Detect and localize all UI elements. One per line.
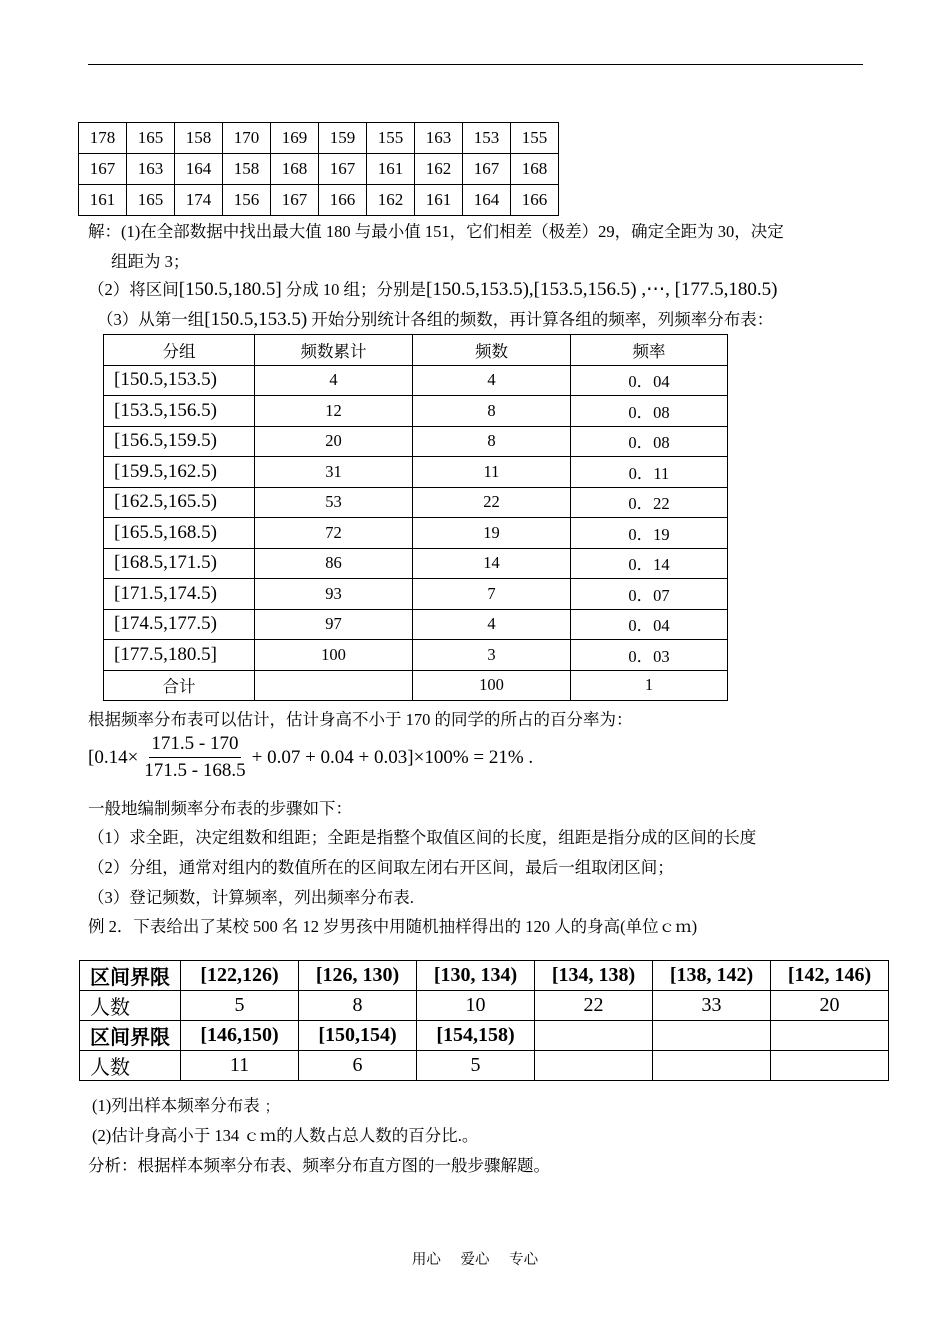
frequency-distribution-table bbox=[103, 334, 728, 701]
solution-step1: 解：(1)在全部数据中找出最大值 180 与最小值 151，它们相差（极差）29，确定全距为 30，决定 bbox=[88, 222, 784, 241]
cumulative-cell: 31 bbox=[255, 457, 413, 488]
interval-cell: [138, 142) bbox=[653, 961, 771, 991]
frequency-cell: 0．11 bbox=[571, 457, 728, 488]
interval-cell: [122,126) bbox=[181, 961, 299, 991]
count-cell bbox=[653, 1051, 771, 1081]
interval-cell: [134, 138) bbox=[535, 961, 653, 991]
raw-table-cell: 162 bbox=[415, 154, 463, 185]
step2-interval: [150.5,180.5] bbox=[178, 279, 282, 300]
step2-groups: [150.5,153.5),[153.5,156.5) ,⋯, [177.5,180.5) bbox=[426, 279, 778, 300]
cumulative-cell: 20 bbox=[255, 426, 413, 457]
freq-table-header bbox=[104, 335, 728, 366]
raw-table-row bbox=[79, 185, 559, 216]
cumulative-cell: 86 bbox=[255, 548, 413, 579]
count-cell: 22 bbox=[413, 487, 571, 518]
raw-table-cell: 165 bbox=[127, 185, 175, 216]
raw-table-cell: 167 bbox=[271, 185, 319, 216]
frequency-cell: 0．22 bbox=[571, 487, 728, 518]
row-label: 人数 bbox=[80, 1051, 181, 1081]
raw-table-cell: 158 bbox=[223, 154, 271, 185]
interval-cell: [150,154) bbox=[299, 1021, 417, 1051]
raw-table-cell: 161 bbox=[415, 185, 463, 216]
interval-cell bbox=[535, 1021, 653, 1051]
group-cell: [174.5,177.5) bbox=[104, 609, 255, 640]
count-cell: 4 bbox=[413, 365, 571, 396]
cumulative-cell bbox=[255, 670, 413, 701]
raw-table-cell: 164 bbox=[463, 185, 511, 216]
group-cell: [162.5,165.5) bbox=[104, 487, 255, 518]
interval-cell: [130, 134) bbox=[417, 961, 535, 991]
raw-table-row bbox=[79, 154, 559, 185]
raw-table-cell: 165 bbox=[127, 123, 175, 154]
solution-step3 bbox=[97, 306, 773, 331]
step3-text-a: （3）从第一组 bbox=[97, 310, 205, 329]
raw-table-cell: 158 bbox=[175, 123, 223, 154]
frequency-cell: 0．08 bbox=[571, 426, 728, 457]
footer-item: 爱心 bbox=[460, 1252, 490, 1268]
raw-table-cell: 156 bbox=[223, 185, 271, 216]
count-cell: 8 bbox=[413, 396, 571, 427]
formula-suffix: + 0.07 + 0.04 + 0.03]×100% = 21% . bbox=[251, 746, 534, 768]
cumulative-cell: 频数累计 bbox=[255, 335, 413, 366]
question-2: (2)估计身高小于 134 ｃｍ的人数占总人数的百分比.。 bbox=[92, 1126, 479, 1145]
raw-table-cell: 170 bbox=[223, 123, 271, 154]
freq-table-row bbox=[104, 487, 728, 518]
group-cell: [159.5,162.5) bbox=[104, 457, 255, 488]
row-label: 人数 bbox=[80, 991, 181, 1021]
raw-table-cell: 161 bbox=[79, 185, 127, 216]
cumulative-cell: 12 bbox=[255, 396, 413, 427]
step3-interval: [150.5,153.5) bbox=[204, 309, 308, 330]
step2-text-b: 分成 10 组；分别是 bbox=[281, 280, 427, 299]
raw-table-cell: 155 bbox=[367, 123, 415, 154]
freq-table-row bbox=[104, 518, 728, 549]
group-cell: 合计 bbox=[104, 670, 255, 701]
raw-table-cell: 155 bbox=[511, 123, 559, 154]
question-1: (1)列出样本频率分布表﹔ bbox=[92, 1096, 277, 1115]
example2-table-body bbox=[80, 961, 889, 1081]
count-cell: 8 bbox=[413, 426, 571, 457]
step-3: （3）登记频数，计算频率，列出频率分布表. bbox=[88, 888, 414, 907]
raw-table-cell: 169 bbox=[271, 123, 319, 154]
group-cell: 分组 bbox=[104, 335, 255, 366]
page-footer bbox=[0, 1248, 950, 1269]
interval-row bbox=[80, 1021, 889, 1051]
count-row bbox=[80, 1051, 889, 1081]
freq-table-row bbox=[104, 579, 728, 610]
cumulative-cell: 93 bbox=[255, 579, 413, 610]
frequency-cell: 0．07 bbox=[571, 579, 728, 610]
formula-prefix: [0.14× bbox=[88, 746, 139, 768]
group-cell: [153.5,156.5) bbox=[104, 396, 255, 427]
count-cell bbox=[535, 1051, 653, 1081]
step3-text-b: 开始分别统计各组的频数，再计算各组的频率，列频率分布表： bbox=[307, 310, 774, 329]
freq-table-row bbox=[104, 426, 728, 457]
group-cell: [171.5,174.5) bbox=[104, 579, 255, 610]
raw-table-cell: 178 bbox=[79, 123, 127, 154]
raw-table-cell: 168 bbox=[271, 154, 319, 185]
raw-height-table bbox=[78, 122, 559, 216]
footer-item: 专心 bbox=[509, 1252, 539, 1268]
percentage-formula bbox=[88, 733, 533, 782]
raw-table-row bbox=[79, 123, 559, 154]
example2-height-table bbox=[79, 960, 889, 1081]
count-cell: 3 bbox=[413, 640, 571, 671]
count-cell: 11 bbox=[181, 1051, 299, 1081]
footer-item: 用心 bbox=[411, 1252, 441, 1268]
formula-numerator: 171.5 - 170 bbox=[149, 733, 240, 758]
raw-table-cell: 163 bbox=[127, 154, 175, 185]
cumulative-cell: 100 bbox=[255, 640, 413, 671]
frequency-cell: 频率 bbox=[571, 335, 728, 366]
raw-table-cell: 166 bbox=[319, 185, 367, 216]
count-cell: 20 bbox=[771, 991, 889, 1021]
freq-table-total bbox=[104, 670, 728, 701]
raw-table-cell: 159 bbox=[319, 123, 367, 154]
analysis-text: 分析：根据样本频率分布表、频率分布直方图的一般步骤解题。 bbox=[88, 1156, 550, 1175]
cumulative-cell: 53 bbox=[255, 487, 413, 518]
freq-table-row bbox=[104, 548, 728, 579]
solution-step1-cont: 组距为 3； bbox=[111, 252, 190, 271]
cumulative-cell: 4 bbox=[255, 365, 413, 396]
frequency-cell: 0．04 bbox=[571, 609, 728, 640]
estimate-text: 根据频率分布表可以估计，估计身高不小于 170 的同学的所占的百分率为： bbox=[88, 710, 633, 729]
header-rule bbox=[88, 64, 863, 65]
interval-cell: [146,150) bbox=[181, 1021, 299, 1051]
count-cell: 5 bbox=[181, 991, 299, 1021]
count-cell: 11 bbox=[413, 457, 571, 488]
cumulative-cell: 72 bbox=[255, 518, 413, 549]
frequency-cell: 0．19 bbox=[571, 518, 728, 549]
frequency-table-body bbox=[104, 335, 728, 701]
group-cell: [156.5,159.5) bbox=[104, 426, 255, 457]
count-row bbox=[80, 991, 889, 1021]
raw-height-table-body bbox=[79, 123, 559, 216]
count-cell: 5 bbox=[417, 1051, 535, 1081]
count-cell: 10 bbox=[417, 991, 535, 1021]
raw-table-cell: 162 bbox=[367, 185, 415, 216]
group-cell: [150.5,153.5) bbox=[104, 365, 255, 396]
interval-cell bbox=[771, 1021, 889, 1051]
freq-table-row bbox=[104, 457, 728, 488]
raw-table-cell: 167 bbox=[463, 154, 511, 185]
raw-table-cell: 164 bbox=[175, 154, 223, 185]
freq-table-row bbox=[104, 396, 728, 427]
freq-table-row bbox=[104, 609, 728, 640]
raw-table-cell: 161 bbox=[367, 154, 415, 185]
freq-table-row bbox=[104, 365, 728, 396]
raw-table-cell: 167 bbox=[319, 154, 367, 185]
step-2: （2）分组，通常对组内的数值所在的区间取左闭右开区间，最后一组取闭区间； bbox=[88, 858, 674, 877]
raw-table-cell: 166 bbox=[511, 185, 559, 216]
count-cell: 4 bbox=[413, 609, 571, 640]
group-cell: [165.5,168.5) bbox=[104, 518, 255, 549]
count-cell: 8 bbox=[299, 991, 417, 1021]
interval-cell: [142, 146) bbox=[771, 961, 889, 991]
raw-table-cell: 153 bbox=[463, 123, 511, 154]
formula-denominator: 171.5 - 168.5 bbox=[144, 760, 246, 781]
raw-table-cell: 174 bbox=[175, 185, 223, 216]
interval-cell bbox=[653, 1021, 771, 1051]
step-1: （1）求全距，决定组数和组距；全距是指整个取值区间的长度，组距是指分成的区间的长度 bbox=[88, 828, 757, 847]
group-cell: [177.5,180.5] bbox=[104, 640, 255, 671]
interval-row bbox=[80, 961, 889, 991]
count-cell: 22 bbox=[535, 991, 653, 1021]
count-cell: 7 bbox=[413, 579, 571, 610]
interval-cell: [126, 130) bbox=[299, 961, 417, 991]
frequency-cell: 1 bbox=[571, 670, 728, 701]
count-cell: 33 bbox=[653, 991, 771, 1021]
frequency-cell: 0．03 bbox=[571, 640, 728, 671]
raw-table-cell: 168 bbox=[511, 154, 559, 185]
row-label: 区间界限 bbox=[80, 1021, 181, 1051]
example2-title: 例 2．下表给出了某校 500 名 12 岁男孩中用随机抽样得出的 120 人的身高(单位ｃｍ) bbox=[88, 917, 698, 936]
row-label: 区间界限 bbox=[80, 961, 181, 991]
count-cell: 14 bbox=[413, 548, 571, 579]
group-cell: [168.5,171.5) bbox=[104, 548, 255, 579]
frequency-cell: 0．08 bbox=[571, 396, 728, 427]
steps-intro: 一般地编制频率分布表的步骤如下： bbox=[88, 799, 352, 818]
cumulative-cell: 97 bbox=[255, 609, 413, 640]
count-cell: 19 bbox=[413, 518, 571, 549]
raw-table-cell: 167 bbox=[79, 154, 127, 185]
solution-step2 bbox=[88, 276, 778, 301]
count-cell: 6 bbox=[299, 1051, 417, 1081]
interval-cell: [154,158) bbox=[417, 1021, 535, 1051]
frequency-cell: 0．14 bbox=[571, 548, 728, 579]
step2-text-a: （2）将区间 bbox=[88, 280, 179, 299]
count-cell: 100 bbox=[413, 670, 571, 701]
raw-table-cell: 163 bbox=[415, 123, 463, 154]
freq-table-row bbox=[104, 640, 728, 671]
count-cell: 频数 bbox=[413, 335, 571, 366]
frequency-cell: 0．04 bbox=[571, 365, 728, 396]
count-cell bbox=[771, 1051, 889, 1081]
formula-fraction bbox=[142, 733, 247, 782]
